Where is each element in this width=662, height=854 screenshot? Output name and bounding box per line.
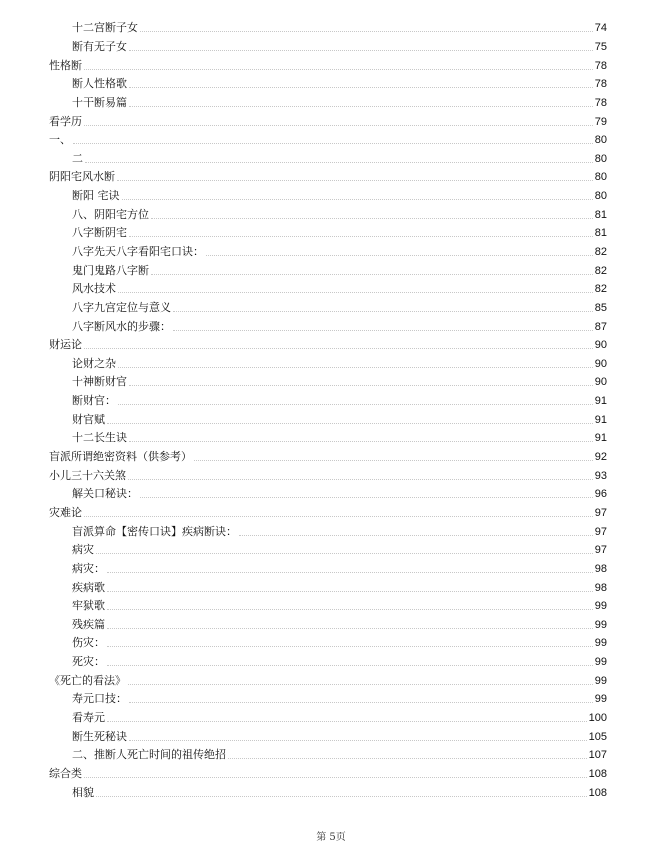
toc-entry-title[interactable]: 十二长生诀 [72,431,127,445]
toc-entry-title[interactable]: 财官赋 [72,412,105,426]
toc-entry-line [49,767,607,781]
toc-entry[interactable] [0,280,662,299]
toc-entry-page-number[interactable]: 90 [594,339,607,352]
toc-entry-title[interactable]: 风水技术 [72,282,116,296]
toc-entry-page-number[interactable]: 98 [594,562,607,575]
toc-entry-line [72,320,607,334]
toc-entry-line [72,431,607,445]
toc-entry-page-number[interactable]: 98 [594,581,607,594]
toc-entry-page-number[interactable]: 96 [594,488,607,501]
toc-entry-title[interactable]: 断有无子女 [72,39,127,53]
toc-entry[interactable] [0,131,662,150]
toc-entry[interactable] [0,19,662,38]
dot-leader [151,273,593,275]
toc-entry-title[interactable]: 性格断 [49,58,82,72]
toc-entry-title[interactable]: 解关口秘诀： [72,487,138,501]
toc-entry[interactable] [0,429,662,448]
toc-entry[interactable] [0,616,662,635]
toc-entry-page-number[interactable]: 90 [594,357,607,370]
toc-entry[interactable] [0,355,662,374]
toc-entry-title[interactable]: 阴阳宅风水断 [49,170,115,184]
dot-leader [107,608,593,610]
toc-entry-title[interactable]: 二、推断人死亡时间的祖传绝招 [72,748,226,762]
toc-entry-line [72,581,607,595]
toc-entry-page-number[interactable]: 100 [588,712,607,725]
dot-leader [173,310,593,312]
dot-leader [96,552,593,554]
dot-leader [128,683,593,685]
dot-leader [84,124,593,126]
toc-entry-title[interactable]: 十二宫断子女 [72,21,138,35]
toc-entry[interactable] [0,671,662,690]
dot-leader [84,68,593,70]
toc-entry-line [72,226,607,240]
toc-entry-line [72,692,607,706]
dot-leader [84,776,587,778]
toc-entry-line [72,375,607,389]
toc-entry-title[interactable]: 综合类 [49,766,82,780]
toc-entry-page-number[interactable]: 92 [594,451,607,464]
toc-entry[interactable] [0,38,662,57]
toc-entry-line [72,562,607,576]
toc-entry[interactable] [0,466,662,485]
toc-entry[interactable] [0,205,662,224]
dot-leader [173,329,593,331]
toc-entry[interactable] [0,783,662,802]
dot-leader [129,384,593,386]
page-footer [0,828,662,843]
toc-entry[interactable] [0,75,662,94]
toc-entry[interactable] [0,187,662,206]
toc-entry-page-number[interactable]: 107 [588,749,607,762]
toc-entry-title[interactable]: 财运论 [49,338,82,352]
dot-leader [129,701,593,703]
dot-leader [206,254,593,256]
toc-entry-title[interactable]: 《死亡的看法》 [49,673,126,687]
toc-entry-title[interactable]: 病灾 [72,543,94,557]
toc-entry-page-number[interactable]: 74 [594,22,607,35]
toc-entry-line [49,59,607,73]
toc-entry-line [72,487,607,501]
toc-entry-line [49,338,607,352]
toc-entry-line [72,599,607,613]
dot-leader [107,571,593,573]
toc-entry[interactable] [0,410,662,429]
toc-entry[interactable] [0,560,662,579]
toc-entry-page-number[interactable]: 78 [594,59,607,72]
dot-leader [140,496,593,498]
dot-leader [129,739,587,741]
table-of-contents [0,19,662,802]
toc-entry-title[interactable]: 断生死秘诀 [72,729,127,743]
toc-entry-page-number[interactable]: 81 [594,227,607,240]
toc-entry-line [72,636,607,650]
toc-entry[interactable] [0,597,662,616]
toc-entry-line [49,469,607,483]
toc-entry-page-number[interactable]: 87 [594,320,607,333]
toc-entry-line [72,282,607,296]
toc-entry-page-number[interactable]: 82 [594,283,607,296]
toc-entry-page-number[interactable]: 91 [594,395,607,408]
toc-entry-title[interactable]: 残疾篇 [72,617,105,631]
toc-entry-title[interactable]: 疾病歌 [72,580,105,594]
toc-entry[interactable] [0,261,662,280]
toc-entry-line [72,357,607,371]
toc-entry-title[interactable]: 八字断风水的步骤： [72,319,171,333]
toc-entry-page-number[interactable]: 91 [594,413,607,426]
toc-entry-title[interactable]: 小儿三十六关煞 [49,468,126,482]
toc-entry-page-number[interactable]: 99 [594,674,607,687]
toc-entry-title[interactable]: 鬼门鬼路八字断 [72,263,149,277]
toc-entry-title[interactable]: 一、 [49,133,71,147]
toc-entry-page-number[interactable]: 80 [594,152,607,165]
dot-leader [107,645,593,647]
dot-leader [129,235,593,237]
dot-leader [73,142,593,144]
toc-entry-line [72,525,607,539]
dot-leader [107,627,593,629]
toc-entry-title[interactable]: 断财官： [72,394,116,408]
toc-entry-line [72,40,607,54]
toc-entry-page-number[interactable]: 108 [588,786,607,799]
toc-entry-title[interactable]: 十神断财官 [72,375,127,389]
toc-entry-page-number[interactable]: 105 [588,730,607,743]
dot-leader [118,291,593,293]
toc-entry[interactable] [0,299,662,318]
dot-leader [129,105,593,107]
toc-entry-title[interactable]: 死灾： [72,655,105,669]
toc-entry-page-number[interactable]: 75 [594,40,607,53]
toc-entry-page-number[interactable]: 93 [594,469,607,482]
toc-entry-title[interactable]: 看学历 [49,114,82,128]
dot-leader [129,440,593,442]
toc-entry-line [72,748,607,762]
toc-entry-title[interactable]: 论财之杂 [72,356,116,370]
dot-leader [122,198,593,200]
toc-entry-title[interactable]: 盲派算命【密传口诀】疾病断诀： [72,524,237,538]
toc-entry[interactable] [0,578,662,597]
dot-leader [107,664,593,666]
page-number-label: 第 5页 [316,832,346,843]
dot-leader [228,757,587,759]
toc-entry-page-number[interactable]: 78 [594,96,607,109]
toc-entry-line [72,208,607,222]
toc-entry-line [72,394,607,408]
toc-entry-page-number[interactable]: 97 [594,544,607,557]
dot-leader [107,422,593,424]
toc-entry-title[interactable]: 八字断阴宅 [72,226,127,240]
toc-entry-line [49,506,607,520]
dot-leader [107,590,593,592]
toc-entry-page-number[interactable]: 79 [594,115,607,128]
dot-leader [194,459,593,461]
toc-entry-line [49,115,607,129]
dot-leader [151,217,593,219]
dot-leader [84,347,593,349]
toc-entry[interactable] [0,336,662,355]
dot-leader [85,161,593,163]
toc-entry-line [72,152,607,166]
toc-entry-line [72,786,607,800]
toc-entry[interactable] [0,392,662,411]
toc-entry-page-number[interactable]: 97 [594,506,607,519]
toc-entry[interactable] [0,504,662,523]
dot-leader [118,403,593,405]
toc-entry[interactable] [0,224,662,243]
toc-entry[interactable] [0,112,662,131]
toc-entry-title[interactable]: 八字先天八字看阳宅口诀： [72,245,204,258]
dot-leader [129,86,593,88]
toc-entry-line [72,96,607,110]
toc-entry-title[interactable]: 相貌 [72,785,94,799]
toc-entry-title[interactable]: 伤灾： [72,636,105,650]
toc-entry-title[interactable]: 盲派所谓绝密资料（供参考） [49,450,192,464]
toc-entry[interactable] [0,690,662,709]
toc-entry[interactable] [0,56,662,75]
toc-entry-line [49,450,607,464]
toc-entry-page-number[interactable]: 80 [594,190,607,203]
toc-entry-page-number[interactable]: 99 [594,637,607,650]
toc-entry-title[interactable]: 八、阴阳宅方位 [72,207,149,221]
toc-entry-title[interactable]: 二 [72,151,83,165]
toc-entry-page-number[interactable]: 82 [594,264,607,277]
toc-entry-line [49,133,607,147]
toc-entry-title[interactable]: 病灾： [72,561,105,575]
toc-entry-line [49,674,607,688]
toc-entry-page-number[interactable]: 80 [594,171,607,184]
toc-entry-line [72,618,607,632]
toc-entry[interactable] [0,243,662,262]
toc-entry-title[interactable]: 断阳 宅诀 [72,189,120,203]
toc-entry-page-number[interactable]: 99 [594,600,607,613]
toc-entry-page-number[interactable]: 85 [594,301,607,314]
dot-leader [239,534,593,536]
toc-entry-page-number[interactable]: 80 [594,134,607,147]
toc-entry-line [72,711,607,725]
toc-entry[interactable] [0,541,662,560]
toc-entry-title[interactable]: 看寿元 [72,711,105,725]
toc-entry-page-number[interactable]: 91 [594,432,607,445]
toc-entry-page-number[interactable]: 99 [594,693,607,706]
toc-entry-line [72,245,607,259]
toc-entry[interactable] [0,317,662,336]
toc-entry[interactable] [0,765,662,784]
dot-leader [128,478,593,480]
toc-entry-page-number[interactable]: 99 [594,618,607,631]
toc-entry[interactable] [0,448,662,467]
toc-entry[interactable] [0,653,662,672]
toc-entry[interactable] [0,94,662,113]
dot-leader [107,720,587,722]
toc-entry[interactable] [0,634,662,653]
toc-entry-line [72,189,607,203]
toc-entry-line [72,21,607,35]
toc-entry-page-number[interactable]: 78 [594,78,607,91]
toc-entry-line [72,655,607,669]
toc-entry-page-number[interactable]: 108 [588,767,607,780]
toc-entry[interactable] [0,727,662,746]
dot-leader [117,179,593,181]
toc-entry-page-number[interactable]: 90 [594,376,607,389]
toc-entry-title[interactable]: 牢狱歌 [72,599,105,613]
toc-entry-title[interactable]: 断人性格歌 [72,77,127,91]
toc-entry[interactable] [0,485,662,504]
toc-entry-page-number[interactable]: 81 [594,208,607,221]
toc-entry-line [72,413,607,427]
dot-leader [140,30,593,32]
toc-entry-page-number[interactable]: 82 [594,246,607,258]
toc-entry[interactable] [0,149,662,168]
toc-entry-line [72,730,607,744]
toc-entry[interactable] [0,168,662,187]
toc-entry-page-number[interactable]: 97 [594,525,607,538]
toc-entry-title[interactable]: 十干断易篇 [72,95,127,109]
toc-entry-title[interactable]: 八字九宫定位与意义 [72,300,171,314]
toc-entry-title[interactable]: 寿元口技： [72,692,127,706]
toc-entry-line [49,170,607,184]
toc-entry[interactable] [0,522,662,541]
dot-leader [84,515,593,517]
toc-entry-line [72,77,607,91]
dot-leader [129,49,593,51]
toc-entry[interactable] [0,709,662,728]
toc-entry[interactable] [0,746,662,765]
toc-entry-page-number[interactable]: 99 [594,656,607,669]
dot-leader [118,366,593,368]
toc-entry-title[interactable]: 灾难论 [49,505,82,519]
toc-entry[interactable] [0,373,662,392]
toc-entry-line [72,264,607,278]
toc-entry-line [72,301,607,315]
toc-entry-line [72,543,607,557]
dot-leader [96,795,587,797]
